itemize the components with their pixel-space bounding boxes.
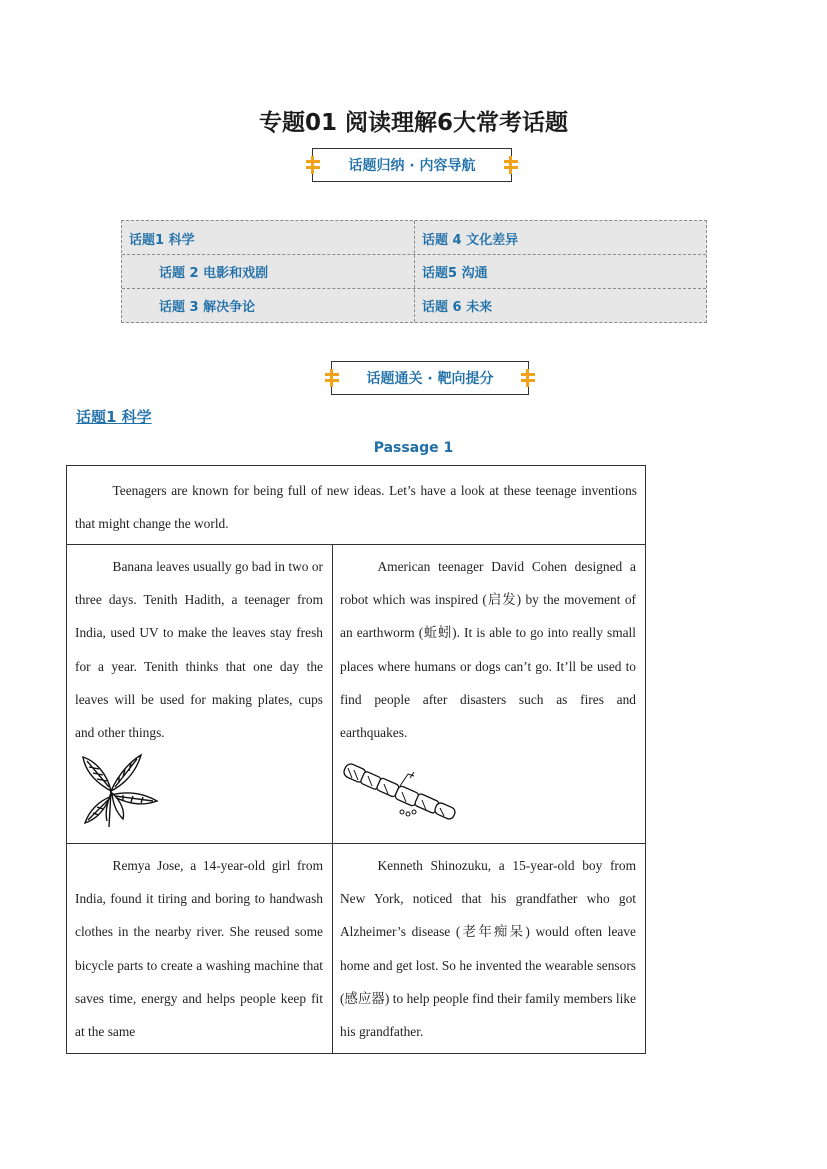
banana-leaves-paragraph: Banana leaves usually go bad in two or three days. Tenith Hadith, a teenager from India, used UV to make the leaves stay fresh for a year. Tenith thinks that one day the leaves will be used for making plates, cups and other things. — [75, 559, 323, 741]
toc-item-3[interactable]: 话题 3 解决争论 — [159, 299, 256, 315]
passage-title: Passage 1 — [373, 440, 454, 456]
banana-leaf-illustration — [79, 751, 159, 829]
topic-table — [121, 220, 707, 323]
topic-heading[interactable]: 话题1 科学 — [76, 408, 152, 426]
toc-item-2[interactable]: 话题 2 电影和戏剧 — [159, 265, 269, 281]
robot-illustration — [340, 754, 462, 824]
toc-item-4[interactable]: 话题 4 文化差异 — [422, 232, 519, 248]
passage-intro: Teenagers are known for being full of new ideas. Let’s have a look at these teenage inventions that might change the world. — [75, 483, 637, 532]
toc-item-1[interactable]: 话题1 科学 — [129, 232, 195, 248]
practice-banner-label: 话题通关 · 靶向提分 — [366, 371, 494, 387]
right-deco-icon — [504, 159, 518, 171]
washing-machine-paragraph: Remya Jose, a 14-year-old girl from India, found it tiring and boring to handwash clothes in the nearby river. She reused some bicycle parts to create a washing machine that saves time, energy and helps people keep fit at the same — [75, 858, 323, 1040]
nav-banner — [312, 148, 512, 182]
left-deco-icon — [306, 159, 320, 171]
left-deco-icon — [325, 372, 339, 384]
passage-table — [66, 465, 646, 1054]
right-deco-icon — [521, 372, 535, 384]
sensor-paragraph: Kenneth Shinozuku, a 15-year-old boy from New York, noticed that his grandfather who got Alzheimer’s disease (老年痴呆) would often leave home and get lost. So he invented the wearable sensors (感应器) to help people find their family members like his grandfather. — [340, 858, 636, 1040]
toc-item-6[interactable]: 话题 6 未来 — [422, 299, 493, 315]
nav-banner-label: 话题归纳 · 内容导航 — [348, 158, 476, 174]
document-title: 专题01 阅读理解6大常考话题 — [258, 110, 569, 136]
toc-item-5[interactable]: 话题5 沟通 — [422, 265, 488, 281]
practice-banner — [331, 361, 529, 395]
robot-paragraph: American teenager David Cohen designed a robot which was inspired (启发) by the movement of an earthworm (蚯蚓). It is able to go into really small places where humans or dogs can’t go. It’ll be used to find people after disasters such as fires and earthquakes. — [340, 559, 636, 741]
